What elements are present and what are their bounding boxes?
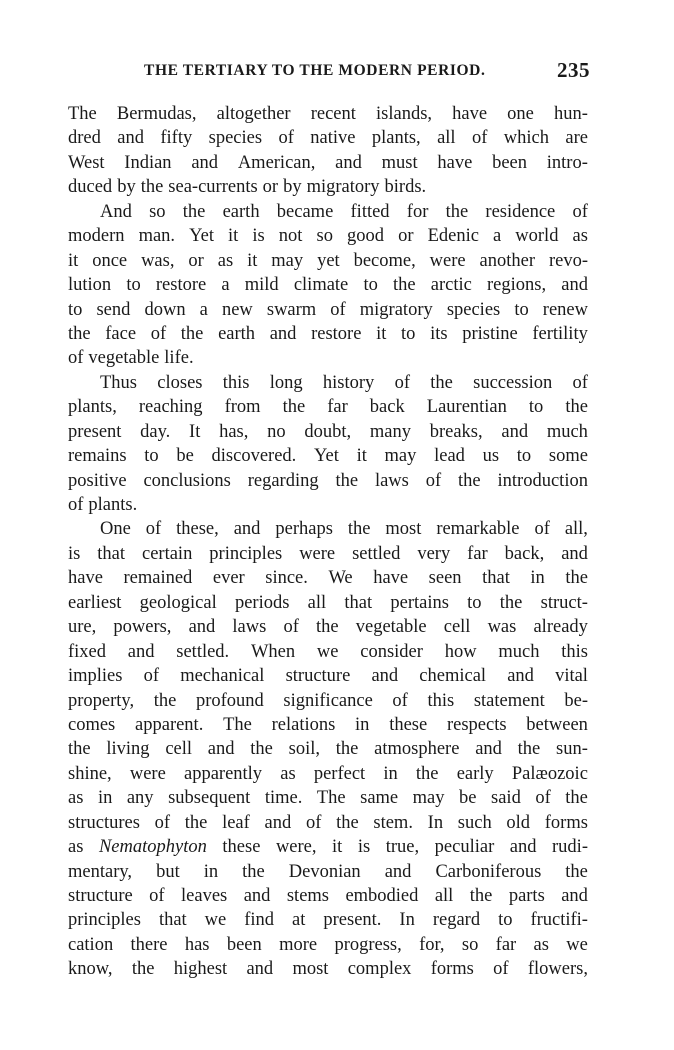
- text-line: earliest geological periods all that pertains to the struct-: [68, 592, 588, 613]
- text-line: dred and fifty species of native plants, all of which are: [68, 128, 588, 149]
- text-line: The Bermudas, altogether recent islands, have one hun-: [68, 104, 588, 124]
- text-line: to send down a new swarm of migratory species to renew: [68, 299, 588, 320]
- text-line: mentary, but in the Devonian and Carboniferous the: [68, 861, 588, 882]
- text-line: of vegetable life.: [68, 348, 194, 369]
- text-line: as Nematophyton these were, it is true, peculiar and rudi-: [68, 837, 588, 858]
- text-line: And so the earth became fitted for the residence of: [100, 201, 588, 222]
- text-line: implies of mechanical structure and chemical and vital: [68, 666, 588, 687]
- paragraph: [68, 200, 588, 371]
- text-line: ure, powers, and laws of the vegetable cell was already: [68, 617, 588, 638]
- text-line: Thus closes this long history of the succession of: [100, 372, 588, 393]
- text-line: plants, reaching from the far back Laurentian to the: [68, 397, 588, 418]
- text-line: structure of leaves and stems embodied all the parts and: [68, 886, 588, 906]
- text-line: lution to restore a mild climate to the arctic regions, and: [68, 275, 588, 296]
- text-line: duced by the sea-currents or by migratory birds.: [68, 177, 427, 198]
- paragraph: [68, 102, 588, 200]
- body-text: [68, 102, 588, 982]
- text-line: modern man. Yet it is not so good or Edenic a world as: [68, 226, 588, 247]
- chapter-title: THE TERTIARY TO THE MODERN PERIOD.: [144, 62, 486, 79]
- text-line: present day. It has, no doubt, many breaks, and much: [68, 421, 588, 442]
- text-line: have remained ever since. We have seen that in the: [68, 568, 588, 589]
- text-line: is that certain principles were settled very far back, and: [68, 543, 588, 564]
- text-line: structures of the leaf and of the stem. In such old forms: [68, 812, 588, 833]
- text-line: fixed and settled. When we consider how much this: [68, 641, 588, 662]
- text-line: positive conclusions regarding the laws of the introduction: [68, 470, 588, 491]
- text-line: One of these, and perhaps the most remarkable of all,: [100, 519, 588, 540]
- text-line: shine, were apparently as perfect in the early Palæozoic: [68, 763, 588, 784]
- text-line: West Indian and American, and must have been intro-: [68, 152, 588, 173]
- text-line: as in any subsequent time. The same may be said of the: [68, 788, 588, 809]
- text-line: the face of the earth and restore it to its pristine fertility: [68, 323, 588, 344]
- text-line: remains to be discovered. Yet it may lead us to some: [68, 446, 588, 467]
- paragraph: [68, 517, 588, 981]
- text-line: principles that we find at present. In regard to fructifi-: [68, 910, 588, 931]
- text-line: it once was, or as it may yet become, were another revo-: [68, 250, 588, 271]
- text-line: cation there has been more progress, for, so far as we: [68, 934, 588, 955]
- running-head: [68, 60, 590, 86]
- paragraph: [68, 371, 588, 518]
- text-line: of plants.: [68, 495, 138, 515]
- text-line: the living cell and the soil, the atmosphere and the sun-: [68, 739, 588, 760]
- text-line: property, the profound significance of this statement be-: [68, 690, 588, 711]
- text-line: know, the highest and most complex forms of flowers,: [68, 959, 588, 980]
- text-line: comes apparent. The relations in these respects between: [68, 714, 588, 735]
- page-number: 235: [557, 58, 590, 82]
